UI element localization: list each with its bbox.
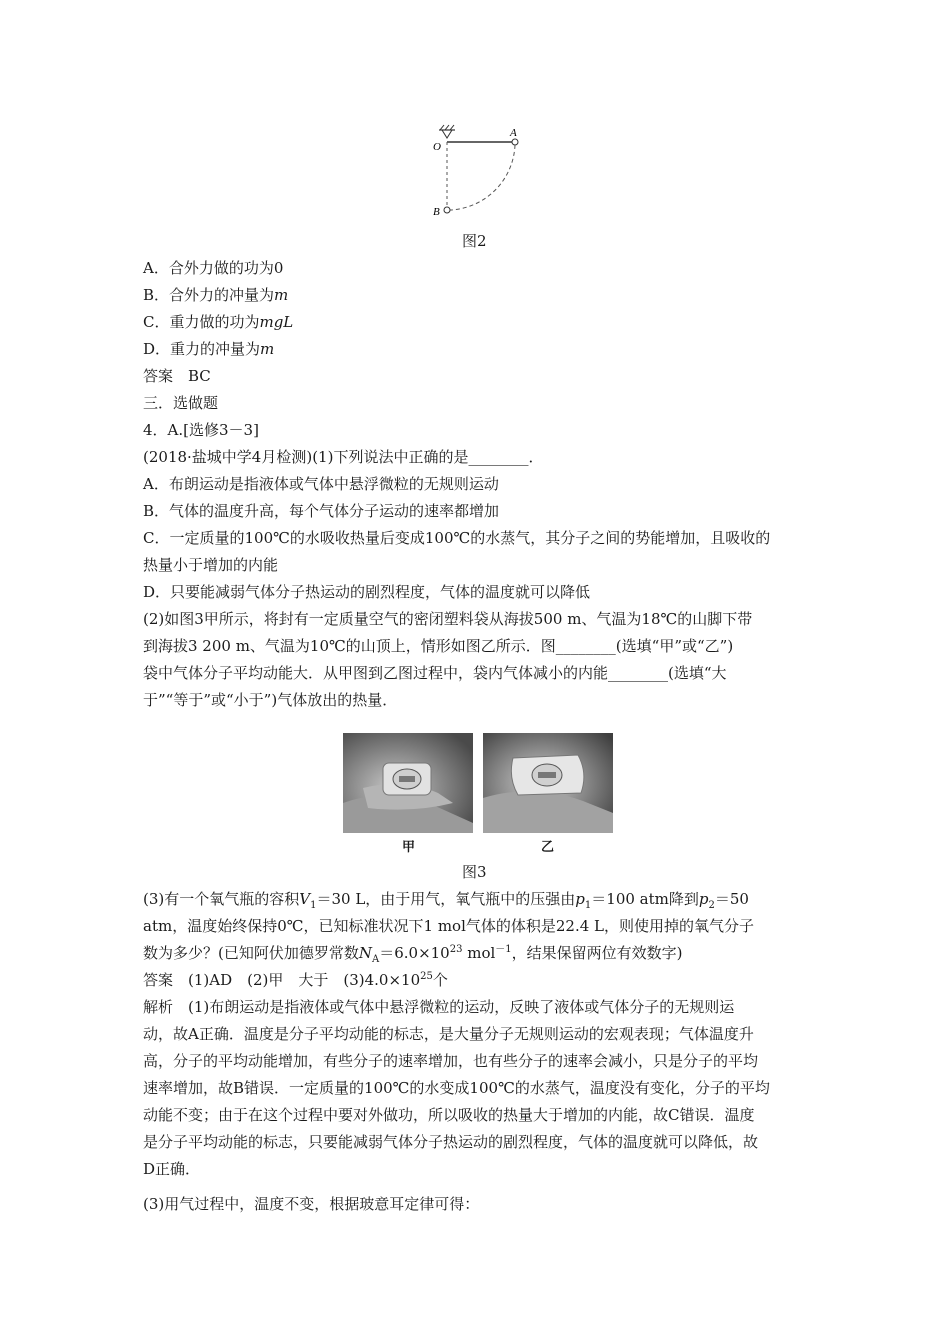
option-c: C．重力做的功为mgL: [143, 313, 294, 331]
q4-2-line-2: 到海拔3 200 m、气温为10℃的山顶上，情形如图乙所示．图________(选填“甲”或“乙”): [143, 637, 734, 655]
figure2-caption: 图2: [462, 232, 487, 250]
analysis-line-4: 速率增加，故B错误．一定质量的100℃的水变成100℃的水蒸气，温度没有变化，分子的平均: [143, 1079, 770, 1097]
q4-1-option-a: A．布朗运动是指液体或气体中悬浮微粒的无规则运动: [143, 475, 499, 493]
q4-1-option-b: B．气体的温度升高，每个气体分子运动的速率都增加: [143, 502, 500, 520]
option-d: D．重力的冲量为m: [143, 340, 275, 358]
analysis-line-8: (3)用气过程中，温度不变，根据玻意耳定律可得：: [143, 1195, 480, 1213]
answer-q3: 答案 BC: [143, 367, 211, 385]
q4-1-option-c: C．一定质量的100℃的水吸收热量后变成100℃的水蒸气，其分子之间的势能增加，且吸收的: [143, 529, 771, 547]
section-title: 三．选做题: [143, 394, 219, 412]
analysis-line-6: 是分子平均动能的标志，只要能减弱气体分子热运动的剧烈程度，气体的温度就可以降低，故: [143, 1133, 759, 1151]
q4-1-option-c-cont: 热量小于增加的内能: [143, 556, 279, 574]
q4-3-line-1: (3)有一个氧气瓶的容积$V_1=30$ L，由于用气，氧气瓶中的压强由$p_1=100$ atm降到$p_2=50$: [143, 890, 749, 911]
figure3-photo-jia: [343, 733, 473, 833]
label-o: O: [433, 141, 441, 153]
option-b: B．合外力的冲量为m: [143, 286, 289, 304]
q4-1-option-d: D．只要能减弱气体分子热运动的剧烈程度，气体的温度就可以降低: [143, 583, 591, 601]
analysis-line-1: 解析 (1)布朗运动是指液体或气体中悬浮微粒的运动，反映了液体或气体分子的无规则运: [143, 998, 735, 1016]
ball-at-b: [444, 207, 450, 213]
arc-path-ab: [450, 145, 515, 210]
analysis-line-5: 动能不变；由于在这个过程中要对外做功，所以吸收的热量大于增加的内能，故C错误．温度: [143, 1106, 755, 1124]
figure2-pendulum-diagram: [425, 120, 535, 225]
q4-1-stem: (2018·盐城中学4月检测)(1)下列说法中正确的是________．: [143, 448, 544, 466]
pivot-support-icon: [439, 125, 455, 138]
label-a: A: [510, 127, 517, 139]
figure3-label-yi: 乙: [541, 840, 555, 855]
figure3-photo-yi: [483, 733, 613, 833]
figure3-caption: 图3: [462, 863, 487, 881]
analysis-line-3: 高，分子的平均动能增加，有些分子的速率增加，也有些分子的速率会减小，只是分子的平均: [143, 1052, 759, 1070]
label-b: B: [433, 206, 440, 218]
q4-2-line-3: 袋中气体分子平均动能大．从甲图到乙图过程中，袋内气体减小的内能________(选填“大: [143, 664, 727, 682]
q4-3-line-3: 数为多少？(已知阿伏加德罗常数$N_A=6.0\times 10^{23}$ mol$^{-1}$，结果保留两位有效数字): [143, 944, 683, 965]
analysis-line-2: 动，故A正确．温度是分子平均动能的标志，是大量分子无规则运动的宏观表现；气体温度升: [143, 1025, 754, 1043]
analysis-line-7: D正确．: [143, 1160, 201, 1178]
figure3-label-jia: 甲: [402, 840, 416, 855]
option-a: A．合外力做的功为0: [143, 259, 284, 277]
q4-2-line-1: (2)如图3甲所示，将封有一定质量空气的密闭塑料袋从海拔500 m、气温为18℃的山脚下带: [143, 610, 753, 628]
q4-3-line-2: atm，温度始终保持0℃，已知标准状况下1 mol气体的体积是22.4 L，则使用掉的氧气分子: [143, 917, 755, 935]
q4-header: 4．A.[选修3－3]: [143, 421, 259, 439]
answer-q4: 答案 (1)AD (2)甲 大于 $(3)4.0\times 10^{25}$个: [143, 971, 448, 989]
ball-at-a: [512, 139, 518, 145]
q4-2-line-4: 于”“等于”或“小于”)气体放出的热量．: [143, 691, 398, 709]
